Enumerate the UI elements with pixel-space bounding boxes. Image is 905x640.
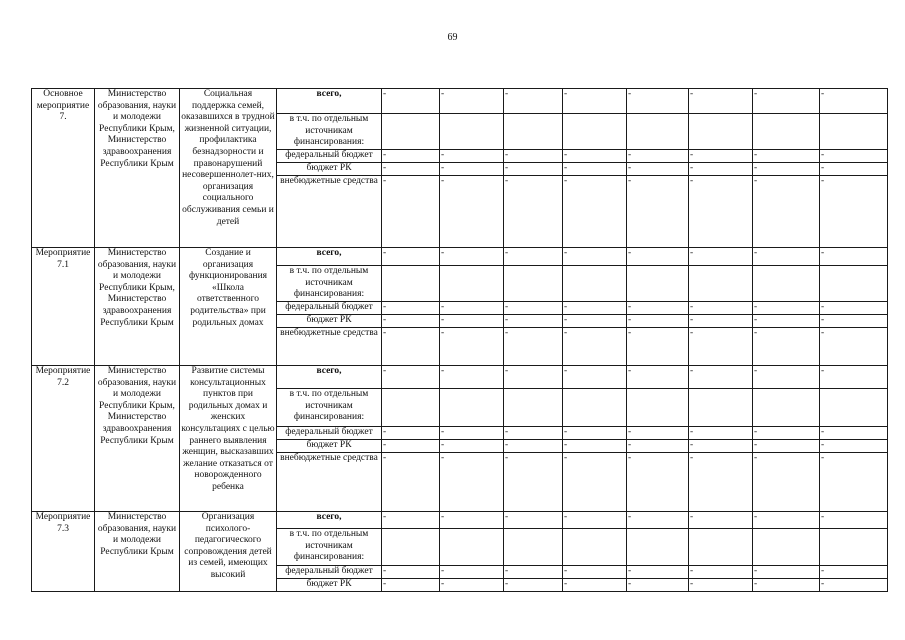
value-cell [753,389,820,427]
page-number: 69 [447,32,458,43]
value-cell: - [504,163,563,176]
value-cell: - [504,315,563,328]
value-cell: - [753,302,820,315]
value-cell: - [627,302,689,315]
value-cell: - [753,427,820,440]
value-cell: - [689,302,753,315]
value-cell [563,529,627,566]
value-cell: - [820,163,888,176]
value-cell: - [820,302,888,315]
value-cell: - [689,163,753,176]
value-cell: - [504,328,563,366]
value-cell: - [820,315,888,328]
funding-source-cell: бюджет РК [277,440,382,453]
value-cell [820,266,888,302]
value-cell: - [627,328,689,366]
value-cell: - [382,566,440,579]
funding-source-cell: федеральный бюджет [277,566,382,579]
value-cell: - [753,453,820,512]
funding-source-cell: федеральный бюджет [277,150,382,163]
value-cell: - [627,163,689,176]
funding-source-cell: всего, [277,512,382,529]
value-cell [563,266,627,302]
value-cell [382,389,440,427]
value-cell: - [563,566,627,579]
funding-source-cell: всего, [277,89,382,114]
value-cell: - [627,176,689,248]
value-cell: - [689,248,753,266]
value-cell: - [440,579,504,592]
event-description-cell: Социальная поддержка семей, оказавшихся в трудной жизненной ситуации, профилактика безнадзорности и правонарушений несовершеннолет-них, организация социального обслуживания семьи и детей [180,89,277,248]
value-cell: - [820,366,888,389]
value-cell: - [382,440,440,453]
value-cell: - [689,566,753,579]
value-cell: - [563,302,627,315]
value-cell: - [689,579,753,592]
value-cell: - [820,427,888,440]
value-cell: - [563,328,627,366]
value-cell [440,266,504,302]
value-cell: - [689,150,753,163]
funding-source-cell: внебюджетные средства [277,176,382,248]
event-name-cell: Мероприятие 7.3 [32,512,95,592]
table-row [32,512,888,529]
value-cell: - [382,163,440,176]
value-cell: - [753,328,820,366]
value-cell: - [440,163,504,176]
value-cell: - [440,512,504,529]
value-cell [382,114,440,150]
value-cell: - [504,440,563,453]
funding-source-cell: в т.ч. по отдельным источникам финансирования: [277,266,382,302]
value-cell [753,266,820,302]
value-cell: - [440,302,504,315]
funding-source-cell: внебюджетные средства [277,453,382,512]
funding-source-cell: в т.ч. по отдельным источникам финансирования: [277,529,382,566]
value-cell: - [627,89,689,114]
funding-source-cell: федеральный бюджет [277,302,382,315]
funding-source-cell: всего, [277,366,382,389]
value-cell: - [689,366,753,389]
value-cell: - [440,89,504,114]
value-cell: - [753,150,820,163]
value-cell: - [382,302,440,315]
value-cell: - [382,579,440,592]
value-cell: - [563,163,627,176]
funding-source-cell: бюджет РК [277,163,382,176]
value-cell: - [563,89,627,114]
table-row [32,366,888,389]
value-cell: - [689,176,753,248]
value-cell [627,389,689,427]
value-cell [820,114,888,150]
value-cell: - [504,566,563,579]
executor-cell: Министерство образования, науки и молодежи Республики Крым, Министерство здравоохранения Республики Крым [95,366,180,512]
value-cell [440,529,504,566]
value-cell: - [753,248,820,266]
value-cell: - [627,427,689,440]
funding-source-cell: всего, [277,248,382,266]
value-cell: - [820,512,888,529]
value-cell [820,389,888,427]
value-cell: - [627,366,689,389]
value-cell [440,114,504,150]
financing-table [31,88,888,592]
table-row [32,89,888,114]
value-cell: - [504,89,563,114]
value-cell: - [627,315,689,328]
value-cell: - [689,512,753,529]
value-cell: - [627,150,689,163]
value-cell: - [689,328,753,366]
value-cell [689,389,753,427]
value-cell: - [627,512,689,529]
value-cell: - [753,579,820,592]
value-cell: - [753,512,820,529]
value-cell: - [504,427,563,440]
value-cell: - [440,248,504,266]
value-cell [753,529,820,566]
value-cell: - [504,366,563,389]
value-cell: - [753,176,820,248]
executor-cell: Министерство образования, науки и молодежи Республики Крым, Министерство здравоохранения Республики Крым [95,89,180,248]
value-cell: - [382,366,440,389]
value-cell: - [504,512,563,529]
value-cell: - [382,328,440,366]
value-cell: - [563,427,627,440]
value-cell [753,114,820,150]
value-cell: - [440,328,504,366]
event-description-cell: Создание и организация функционирования «Школа ответственного родительства» при родильных домах [180,248,277,366]
value-cell: - [689,89,753,114]
value-cell [820,529,888,566]
executor-cell: Министерство образования, науки и молодежи Республики Крым [95,512,180,592]
value-cell: - [504,579,563,592]
value-cell: - [753,89,820,114]
value-cell: - [382,315,440,328]
value-cell: - [382,427,440,440]
value-cell: - [382,248,440,266]
funding-source-cell: внебюджетные средства [277,328,382,366]
value-cell: - [440,440,504,453]
value-cell: - [563,176,627,248]
value-cell [689,266,753,302]
value-cell [504,529,563,566]
value-cell: - [440,427,504,440]
event-name-cell: Основное мероприятие 7. [32,89,95,248]
value-cell [504,389,563,427]
funding-source-cell: бюджет РК [277,315,382,328]
event-description-cell: Развитие системы консультационных пунктов при родильных домах и женских консультациях с целью раннего выявления женщин, высказавших желание отказаться от новорожденного ребенка [180,366,277,512]
value-cell [627,266,689,302]
value-cell: - [820,176,888,248]
value-cell [563,114,627,150]
event-name-cell: Мероприятие 7.1 [32,248,95,366]
value-cell [689,114,753,150]
value-cell: - [504,453,563,512]
value-cell: - [563,150,627,163]
value-cell: - [382,512,440,529]
value-cell: - [627,579,689,592]
value-cell: - [504,248,563,266]
value-cell: - [440,176,504,248]
value-cell [504,114,563,150]
value-cell: - [440,453,504,512]
value-cell: - [563,315,627,328]
value-cell: - [627,453,689,512]
value-cell: - [627,248,689,266]
value-cell: - [382,89,440,114]
value-cell: - [563,248,627,266]
value-cell [382,529,440,566]
value-cell: - [504,302,563,315]
value-cell: - [627,566,689,579]
value-cell: - [820,440,888,453]
value-cell [689,529,753,566]
value-cell: - [753,366,820,389]
value-cell: - [820,579,888,592]
value-cell: - [753,163,820,176]
value-cell: - [753,440,820,453]
value-cell: - [627,440,689,453]
value-cell: - [563,453,627,512]
value-cell: - [440,315,504,328]
value-cell [504,266,563,302]
funding-source-cell: федеральный бюджет [277,427,382,440]
value-cell: - [753,566,820,579]
funding-source-cell: в т.ч. по отдельным источникам финансирования: [277,114,382,150]
value-cell: - [382,150,440,163]
value-cell: - [440,566,504,579]
value-cell: - [689,315,753,328]
value-cell: - [563,512,627,529]
value-cell [627,114,689,150]
value-cell: - [820,150,888,163]
value-cell: - [689,427,753,440]
value-cell: - [689,440,753,453]
value-cell: - [382,176,440,248]
value-cell [382,266,440,302]
value-cell: - [753,315,820,328]
value-cell: - [563,440,627,453]
value-cell: - [504,176,563,248]
value-cell: - [820,248,888,266]
event-name-cell: Мероприятие 7.2 [32,366,95,512]
value-cell: - [382,453,440,512]
value-cell [627,529,689,566]
funding-source-cell: бюджет РК [277,579,382,592]
value-cell: - [440,366,504,389]
value-cell: - [820,453,888,512]
funding-source-cell: в т.ч. по отдельным источникам финансирования: [277,389,382,427]
value-cell: - [820,89,888,114]
table-row [32,248,888,266]
value-cell: - [820,566,888,579]
value-cell: - [689,453,753,512]
value-cell: - [504,150,563,163]
value-cell: - [820,328,888,366]
executor-cell: Министерство образования, науки и молодежи Республики Крым, Министерство здравоохранения Республики Крым [95,248,180,366]
event-description-cell: Организация психолого-педагогического сопровождения детей из семей, имеющих высокий [180,512,277,592]
value-cell: - [563,579,627,592]
value-cell: - [440,150,504,163]
value-cell: - [563,366,627,389]
value-cell [440,389,504,427]
value-cell [563,389,627,427]
